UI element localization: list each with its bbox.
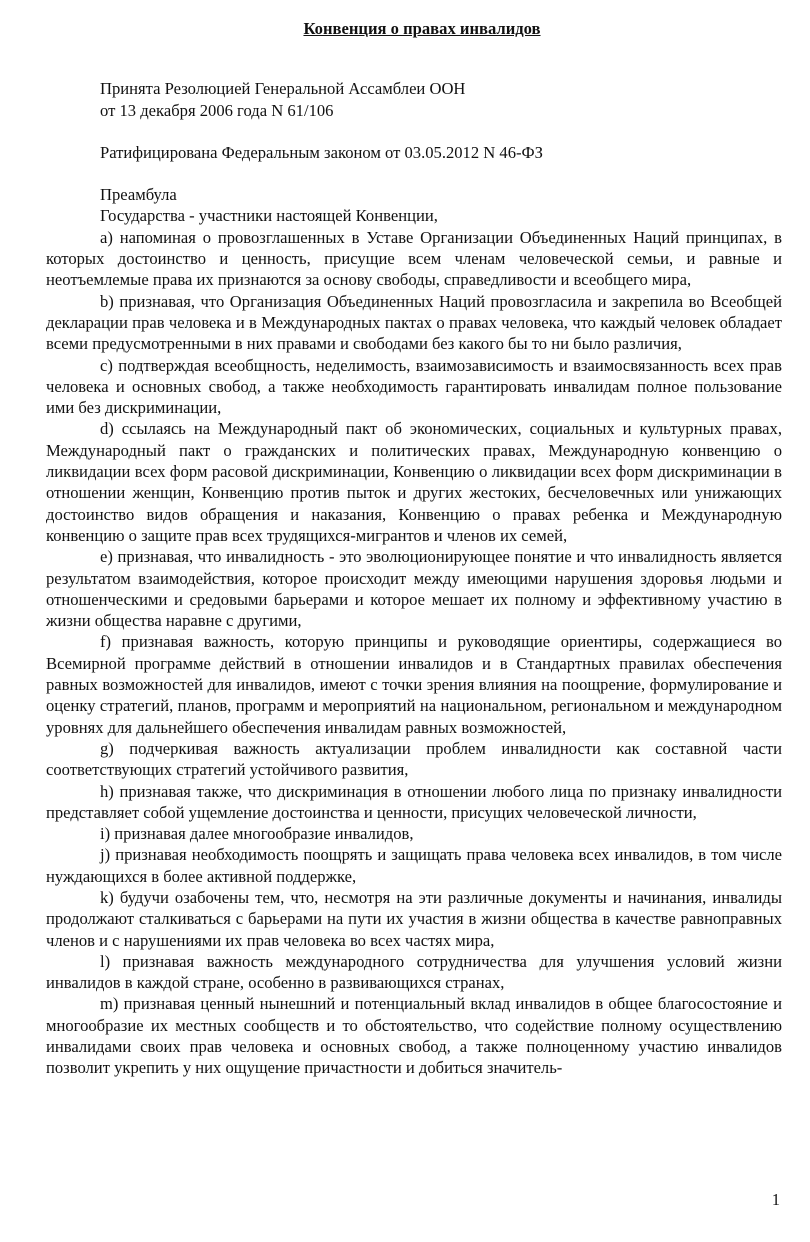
ratification-line: Ратифицирована Федеральным законом от 03.05.2012 N 46-ФЗ [100, 142, 543, 162]
page-number: 1 [771, 1190, 780, 1209]
preamble-paragraph-d: d) ссылаясь на Международный пакт об экономических, социальных и культурных правах, Международный пакт о гражданских и политических правах, Международную конвенцию о ликвидации всех форм расовой дискриминации, Конвенцию о ликвидации всех форм дискриминации в отношении женщин, Конвенцию против пыток и других жестоких, бесчеловечных или унижающих достоинство видов обращения и наказания, Конвенцию о правах ребенка и Международную конвенцию о защите прав всех трудящихся-мигрантов и членов их семей, [46, 419, 782, 545]
preamble-paragraph-e: e) признавая, что инвалидность - это эволюционирующее понятие и что инвалидность является результатом взаимодействия, которое происходит между имеющими нарушения здоровья людьми и отношенческими и средовыми барьерами и которое мешает их полному и эффективному участию в жизни общества наравне с другими, [46, 547, 782, 631]
spacer [100, 163, 782, 184]
preamble-paragraph-m: m) признавая ценный нынешний и потенциальный вклад инвалидов в общее благосостояние и многообразие их местных сообществ и то обстоятельство, что содействие полному осуществлению инвалидами своих прав человека и основных свобод, а также полноценному участию инвалидов позволит укрепить у них ощущение причастности и добиться значитель- [46, 994, 782, 1078]
document-title: Конвенция о правах инвалидов [303, 19, 541, 38]
preamble-paragraph-i: i) признавая далее многообразие инвалидов, [100, 824, 414, 844]
adoption-info [46, 78, 782, 226]
preamble-paragraph-l: l) признавая важность международного сотрудничества для улучшения условий жизни инвалидов в каждой стране, особенно в развивающихся странах, [46, 951, 782, 993]
preamble-paragraph-b: b) признавая, что Организация Объединенных Наций провозгласила и закрепила во Всеобщей декларации прав человека и в Международных пактах о правах человека, что каждый человек обладает всеми предусмотренными в них правами и свободами без какого бы то ни было различия, [46, 291, 782, 354]
preamble-paragraph-j: j) признавая необходимость поощрять и защищать права человека всех инвалидов, в том числе нуждающихся в более активной поддержке, [46, 845, 782, 886]
preamble-heading: Преамбула [100, 185, 177, 205]
adopted-line-1: Принята Резолюцией Генеральной Ассамблеи ООН [100, 79, 466, 99]
preamble-paragraph-f: f) признавая важность, которую принципы и руководящие ориентиры, содержащиеся во Всемирной программе действий в отношении инвалидов и в Стандартных правилах обеспечения равных возможностей для инвалидов, имеют с точки зрения влияния на поощрение, формулирование и оценку стратегий, планов, программ и мероприятий на национальном, региональном и международном уровнях для дальнейшего обеспечения инвалидам равных возможностей, [46, 632, 782, 737]
states-parties-line: Государства - участники настоящей Конвенции, [100, 206, 438, 226]
preamble-paragraph-g: g) подчеркивая важность актуализации проблем инвалидности как составной части соответствующих стратегий устойчивого развития, [46, 738, 782, 780]
document-page [46, 18, 782, 1079]
preamble-paragraph-a: a) напоминая о провозглашенных в Уставе Организации Объединенных Наций принципах, в которых достоинство и ценность, присущие всем членам человеческой семьи, и равные и неотъемлемые права их признаются за основу свободы, справедливости и всеобщего мира, [46, 227, 782, 290]
preamble-paragraph-k: k) будучи озабочены тем, что, несмотря на эти различные документы и начинания, инвалиды продолжают сталкиваться с барьерами на пути их участия в жизни общества в качестве равноправных членов и с нарушениями их прав человека во всех частях мира, [46, 887, 782, 950]
preamble-paragraph-c: c) подтверждая всеобщность, неделимость, взаимозависимость и взаимосвязанность всех прав человека и основных свобод, а также необходимость гарантировать инвалидам полное пользование ими без дискриминации, [46, 355, 782, 418]
spacer [100, 121, 782, 142]
adopted-line-2: от 13 декабря 2006 года N 61/106 [100, 100, 334, 120]
preamble-paragraph-h: h) признавая также, что дискриминация в отношении любого лица по признаку инвалидности представляет собой ущемление достоинства и ценности, присущих человеческой личности, [46, 781, 782, 822]
preamble-body [46, 227, 782, 1079]
